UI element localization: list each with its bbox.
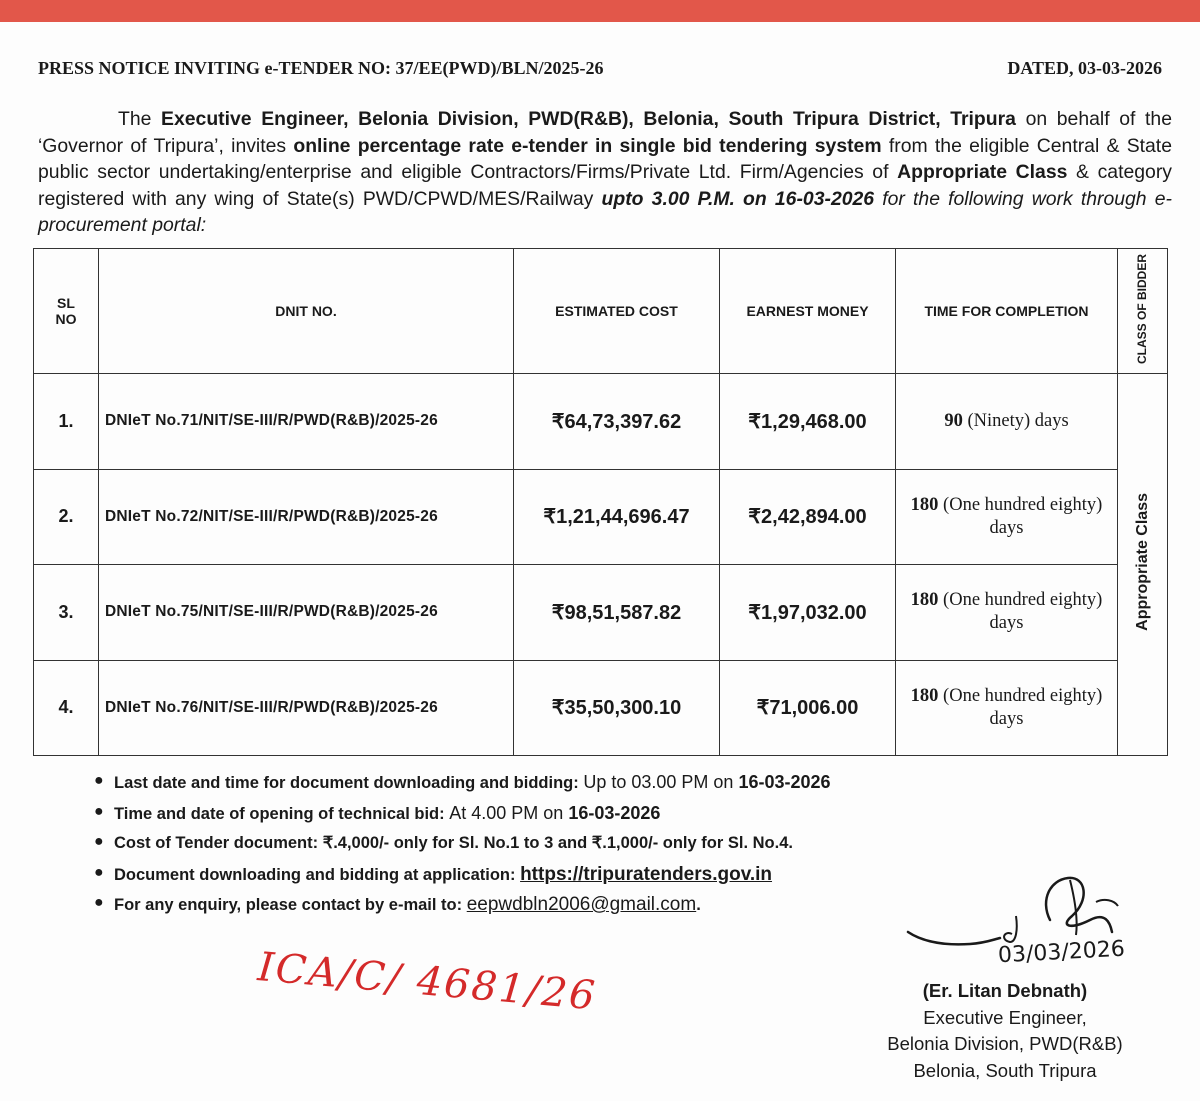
row-sl: 2.: [34, 469, 99, 565]
signatory-block: [860, 978, 1150, 1084]
header-class: CLASS OF BIDDER: [1118, 249, 1168, 374]
row-earnest-money: ₹1,97,032.00: [720, 565, 896, 661]
bullet-icon: ●: [94, 894, 104, 911]
row-sl: 4.: [34, 660, 99, 756]
signatory-place: Belonia, South Tripura: [913, 1059, 1097, 1081]
tender-system: online percentage rate e-tender in single bid tendering system: [293, 134, 882, 157]
row-estimated-cost: ₹35,50,300.10: [514, 660, 720, 756]
row-time: 90 (Ninety) days: [896, 374, 1118, 470]
row-estimated-cost: ₹98,51,587.82: [514, 565, 720, 661]
contractor-class: Appropriate Class: [897, 161, 1068, 183]
header-time: TIME FOR COMPLETION: [896, 249, 1118, 374]
tender-table: [33, 248, 1168, 756]
header-earnest-money: EARNEST MONEY: [720, 249, 896, 374]
bullet-icon: ●: [94, 772, 104, 789]
tender-title: PRESS NOTICE INVITING e-TENDER NO: 37/EE(PWD)/BLN/2025-26: [38, 58, 604, 78]
row-dnit: DNIeT No.72/NIT/SE-III/R/PWD(R&B)/2025-26: [99, 469, 514, 565]
handwritten-reference: ICA/C/ 4681/26: [255, 944, 599, 1020]
notice-date: DATED, 03-03-2026: [1007, 58, 1162, 78]
notes-list: [94, 772, 994, 925]
notice-header: [38, 58, 1162, 86]
table-header-row: [34, 249, 1168, 374]
row-dnit: DNIeT No.71/NIT/SE-III/R/PWD(R&B)/2025-26: [99, 374, 514, 470]
row-dnit: DNIeT No.75/NIT/SE-III/R/PWD(R&B)/2025-26: [99, 565, 514, 661]
top-accent-bar: [0, 0, 1200, 22]
table-row: [34, 374, 1168, 470]
note-tender-cost: ● Cost of Tender document: ₹.4,000/- only for Sl. No.1 to 3 and ₹.1,000/- only for Sl. No.4.: [94, 833, 793, 852]
row-estimated-cost: ₹1,21,44,696.47: [514, 469, 720, 565]
row-earnest-money: ₹1,29,468.00: [720, 374, 896, 470]
issuing-authority: Executive Engineer, Belonia Division, PWD(R&B), Belonia, South Tripura District, Tripura: [161, 108, 1016, 130]
signatory-division: Belonia Division, PWD(R&B): [887, 1033, 1123, 1054]
note-enquiry: ● For any enquiry, please contact by e-mail to: eepwdbln2006@gmail.com.: [94, 894, 701, 915]
class-of-bidder: Appropriate Class: [1133, 493, 1151, 631]
row-time: 180 (One hundred eighty) days: [896, 660, 1118, 756]
row-sl: 3.: [34, 565, 99, 661]
signature-date: 03/03/2026: [997, 936, 1126, 969]
class-of-bidder-cell: [1118, 374, 1168, 756]
header-estimated-cost: ESTIMATED COST: [514, 249, 720, 374]
note-opening-date: ● Time and date of opening of technical bid: At 4.00 PM on 16-03-2026: [94, 802, 661, 823]
table-row: [34, 469, 1168, 565]
note-portal: ● Document downloading and bidding at application: https://tripuratenders.gov.in: [94, 863, 773, 885]
note-last-date: ● Last date and time for document downloading and bidding: Up to 03.00 PM on 16-03-2026: [94, 772, 831, 792]
row-sl: 1.: [34, 374, 99, 470]
row-dnit: DNIeT No.76/NIT/SE-III/R/PWD(R&B)/2025-26: [99, 660, 514, 756]
signatory-designation: Executive Engineer,: [923, 1006, 1087, 1028]
row-estimated-cost: ₹64,73,397.62: [514, 374, 720, 470]
row-earnest-money: ₹71,006.00: [720, 660, 896, 756]
table-row: [34, 660, 1168, 756]
row-earnest-money: ₹2,42,894.00: [720, 469, 896, 565]
bid-deadline: upto 3.00 P.M. on 16-03-2026: [601, 187, 875, 210]
bullet-icon: ●: [94, 833, 104, 850]
portal-link[interactable]: https://tripuratenders.gov.in: [520, 863, 773, 885]
row-time: 180 (One hundred eighty) days: [896, 565, 1118, 661]
bullet-icon: ●: [94, 863, 104, 881]
bullet-icon: ●: [94, 802, 104, 820]
signatory-name: (Er. Litan Debnath): [922, 980, 1088, 1001]
enquiry-email-link[interactable]: eepwdbln2006@gmail.com: [466, 894, 697, 915]
intro-paragraph: The Executive Engineer, Belonia Division, PWD(R&B), Belonia, South Tripura District, Tripura on behalf of the ‘Governor of Tripura’, invites online percentage rate e-tender in single bid tendering system from the eligible Central & State public sector undertaking/enterprise and eligible Contractors/Firms/Private Ltd. Firm/Agencies of Appropriate Class & category registered with any wing of State(s) PWD/CPWD/MES/Railway upto 3.00 P.M. on 16-03-2026 for the following work through e-procurement portal:: [38, 108, 1172, 236]
header-sl-no: SL NO: [34, 249, 99, 374]
header-dnit: DNIT NO.: [99, 249, 514, 374]
table-row: [34, 565, 1168, 661]
row-time: 180 (One hundred eighty) days: [896, 469, 1118, 565]
